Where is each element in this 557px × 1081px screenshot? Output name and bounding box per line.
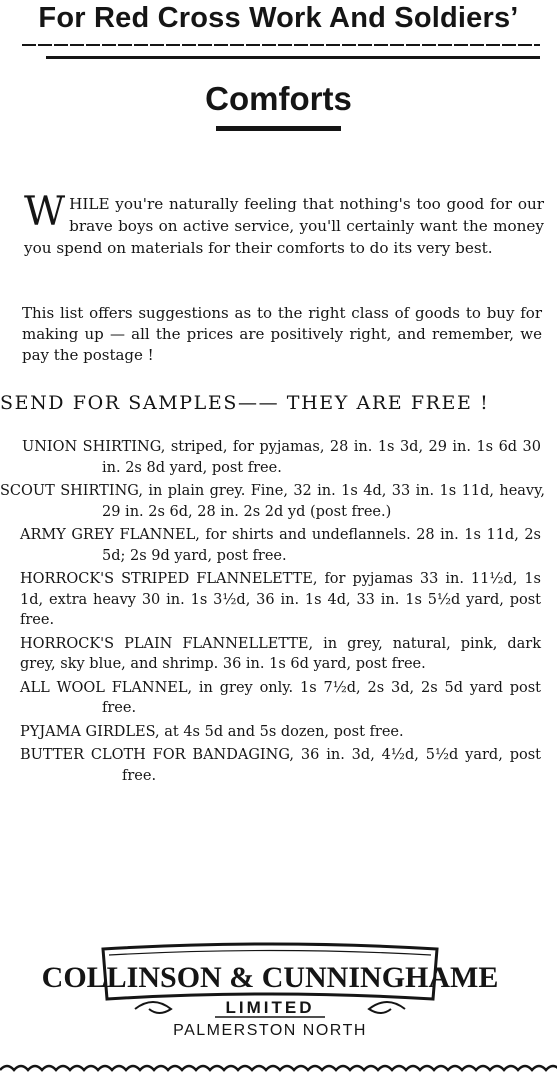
intro-text: HILE you're naturally feeling that nothing's too good for our brave boys on active service, you'll certainly want the money you spend on materials for their comforts to do its very best. [24, 195, 544, 257]
list-item: ALL WOOL FLANNEL, in grey only. 1s 7½d, 2s 3d, 2s 5d yard post free. [20, 679, 541, 716]
samples-heading: SEND FOR SAMPLES—— THEY ARE FREE ! [0, 392, 490, 414]
logo-town: PALMERSTON NORTH [173, 1022, 367, 1039]
wavy-border [0, 1058, 557, 1081]
list-item: PYJAMA GIRDLES, at 4s 5d and 5s dozen, post free. [20, 723, 404, 740]
collinson-cunninghame-logo [41, 935, 499, 1045]
logo-banner [41, 935, 499, 1045]
list-item: HORROCK'S PLAIN FLANNELLETTE, in grey, natural, pink, dark grey, sky blue, and shrimp. 36 in. 1s 6d yard, post free. [20, 635, 541, 672]
list-item: HORROCK'S STRIPED FLANNELETTE, for pyjamas 33 in. 11½d, 1s 1d, extra heavy 30 in. 1s 3½d, 36 in. 1s 4d, 33 in. 1s 5½d yard, post free. [20, 571, 541, 628]
list-item: UNION SHIRTING, striped, for pyjamas, 28 in. 1s 3d, 29 in. 1s 6d 30 in. 2s 8d yard, post free. [22, 439, 541, 476]
list-item: ARMY GREY FLANNEL, for shirts and undeflannels. 28 in. 1s 11d, 2s 5d; 2s 9d yard, post free. [20, 527, 541, 564]
drop-cap: W [24, 189, 66, 235]
subheading-rule [216, 126, 341, 131]
logo-company-name: COLLINSON & CUNNINGHAME [41, 961, 499, 994]
headline-double-rule [46, 56, 540, 59]
list-item: BUTTER CLOTH FOR BANDAGING, 36 in. 3d, 4½d, 5½d yard, post free. [20, 747, 541, 784]
goods-list [0, 437, 557, 789]
intro-paragraph [24, 189, 544, 259]
logo-limited: LIMITED [225, 998, 315, 1017]
list-item: SCOUT SHIRTING, in plain grey. Fine, 32 in. 1s 4d, 33 in. 1s 11d, heavy, 29 in. 2s 6d, 28 in. 2s 2d yd (post free.) [0, 483, 545, 520]
advert-headline: For Red Cross Work And Soldiers’ [38, 2, 519, 34]
headline-rule [22, 44, 540, 46]
suggestions-paragraph: This list offers suggestions as to the right class of goods to buy for making up — all the prices are positively right, and remember, we pay the postage ! [22, 304, 542, 364]
comforts-subheading: Comforts [205, 80, 352, 117]
